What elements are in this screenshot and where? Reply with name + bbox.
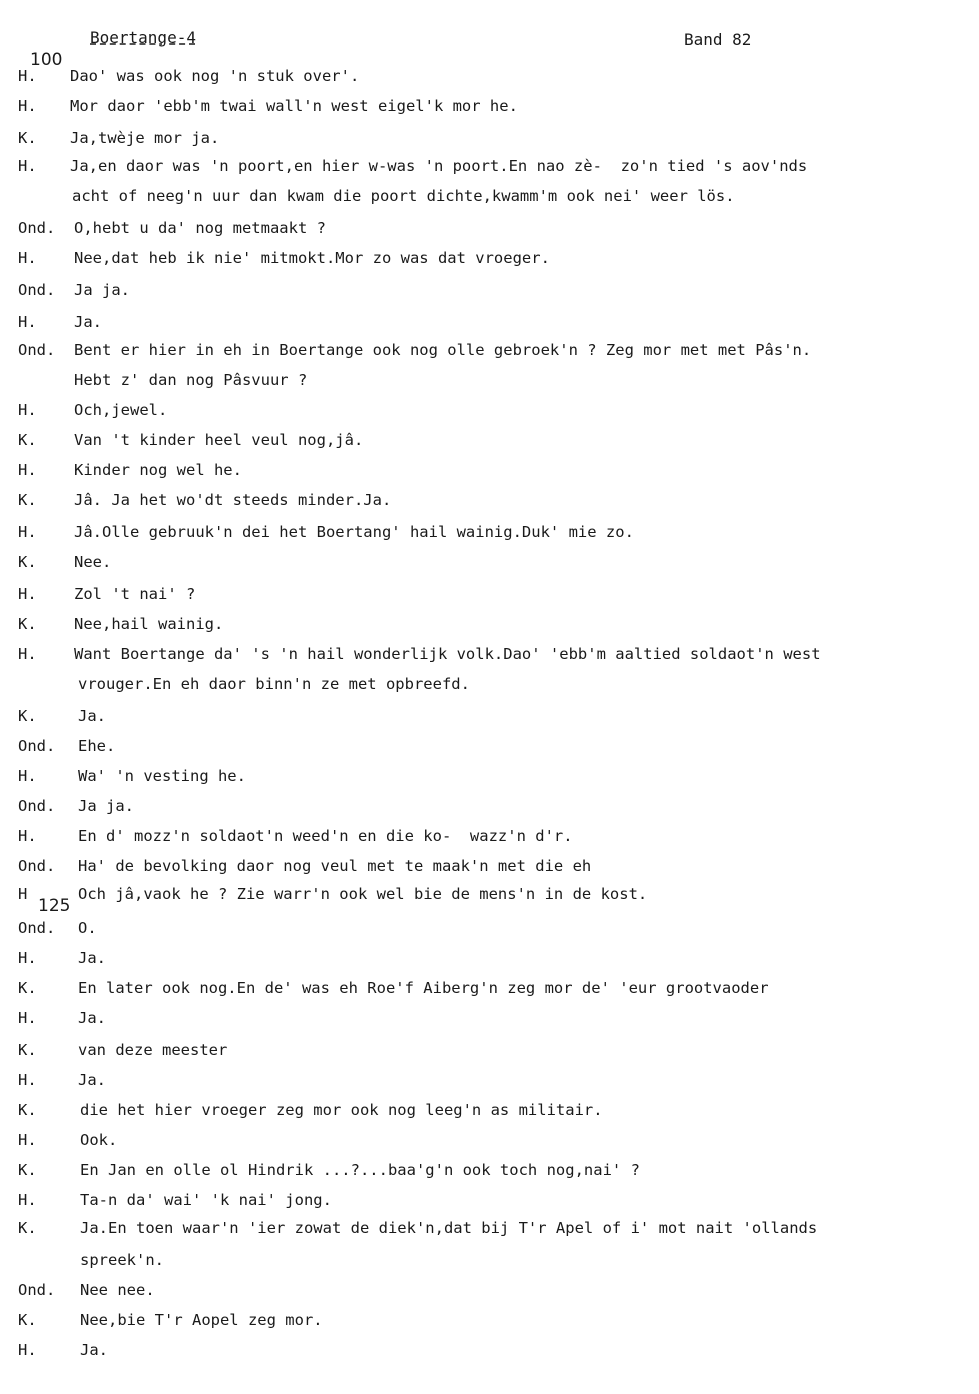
utterance-text: Nee nee. — [80, 1281, 155, 1299]
utterance-text: Dao' was ook nog 'n stuk over'. — [70, 67, 360, 85]
speaker-label: H. — [18, 1131, 37, 1149]
transcript-line — [0, 1280, 979, 1304]
utterance-text: Och jâ,vaok he ? Zie warr'n ook wel bie de mens'n in de kost. — [78, 885, 648, 903]
speaker-label: H. — [18, 313, 37, 331]
transcript-line — [0, 186, 979, 210]
transcript-line — [0, 522, 979, 546]
utterance-text: Ook. — [80, 1131, 118, 1149]
speaker-label: H. — [18, 645, 37, 663]
speaker-label: K. — [18, 553, 37, 571]
utterance-text: Bent er hier in eh in Boertange ook nog olle gebroek'n ? Zeg mor met met Pâs'n. — [74, 341, 812, 359]
utterance-text: O,hebt u da' nog metmaakt ? — [74, 219, 326, 237]
speaker-label: H. — [18, 461, 37, 479]
speaker-label: K. — [18, 1219, 37, 1237]
transcript-line — [0, 66, 979, 90]
speaker-label: H. — [18, 1071, 37, 1089]
speaker-label: K. — [18, 1311, 37, 1329]
utterance-text: Ja. — [78, 949, 106, 967]
transcript-line — [0, 312, 979, 336]
speaker-label: H. — [18, 523, 37, 541]
transcript-line — [0, 918, 979, 942]
utterance-text: Mor daor 'ebb'm twai wall'n west eigel'k mor he. — [70, 97, 518, 115]
transcript-line — [0, 218, 979, 242]
speaker-label: H. — [18, 1009, 37, 1027]
speaker-label: H. — [18, 157, 37, 175]
utterance-text: Ja. — [80, 1341, 108, 1359]
utterance-text: die het hier vroeger zeg mor ook nog leeg'n as militair. — [80, 1101, 603, 1119]
utterance-text: Kinder nog wel he. — [74, 461, 242, 479]
transcript-line — [0, 1340, 979, 1364]
utterance-text: Ja. — [78, 707, 106, 725]
margin-note: 125 — [38, 896, 71, 916]
speaker-label: Ond. — [18, 857, 56, 875]
transcript-line — [0, 1100, 979, 1124]
transcript-line — [0, 1130, 979, 1154]
speaker-label: H. — [18, 1191, 37, 1209]
transcript-line — [0, 1218, 979, 1242]
transcript-line — [0, 128, 979, 152]
transcript-line — [0, 584, 979, 608]
transcript-line — [0, 644, 979, 668]
utterance-text: Nee,dat heb ik nie' mitmokt.Mor zo was dat vroeger. — [74, 249, 550, 267]
utterance-text: O. — [78, 919, 97, 937]
transcript-line — [0, 706, 979, 730]
speaker-label: K. — [18, 431, 37, 449]
transcript-line — [0, 400, 979, 424]
speaker-label: K. — [18, 707, 37, 725]
transcript-line — [0, 1040, 979, 1064]
band-label: Band 82 — [684, 30, 752, 49]
transcript-line — [0, 796, 979, 820]
utterance-text: Ja. — [78, 1071, 106, 1089]
transcript-line — [0, 1250, 979, 1274]
speaker-label: H. — [18, 585, 37, 603]
utterance-text: Nee,hail wainig. — [74, 615, 224, 633]
speaker-label: H. — [18, 97, 37, 115]
transcript-line — [0, 248, 979, 272]
utterance-text: Ta-n da' wai' 'k nai' jong. — [80, 1191, 332, 1209]
utterance-text: Jâ. Ja het wo'dt steeds minder.Ja. — [74, 491, 392, 509]
utterance-text: Wa' 'n vesting he. — [78, 767, 246, 785]
transcript-line — [0, 156, 979, 180]
speaker-label: K. — [18, 979, 37, 997]
transcript-line — [0, 766, 979, 790]
utterance-text: van deze meester — [78, 1041, 228, 1059]
utterance-text: Want Boertange da' 's 'n hail wonderlijk volk.Dao' 'ebb'm aaltied soldaot'n west — [74, 645, 821, 663]
document-title: Boertange-4 — [90, 28, 196, 47]
utterance-text: Ja,en daor was 'n poort,en hier w-was 'n poort.En nao zè- zo'n tied 's aov'nds — [70, 157, 808, 175]
transcript-line — [0, 614, 979, 638]
speaker-label: K. — [18, 1101, 37, 1119]
speaker-label: H. — [18, 401, 37, 419]
utterance-text: En d' mozz'n soldaot'n weed'n en die ko- wazz'n d'r. — [78, 827, 573, 845]
speaker-label: H. — [18, 249, 37, 267]
transcript-line — [0, 674, 979, 698]
speaker-label: H. — [18, 67, 37, 85]
utterance-text: Ehe. — [78, 737, 116, 755]
speaker-label: Ond. — [18, 341, 56, 359]
speaker-label: Ond. — [18, 797, 56, 815]
utterance-text: En Jan en olle ol Hindrik ...?...baa'g'n ook toch nog,nai' ? — [80, 1161, 640, 1179]
utterance-text: Ha' de bevolking daor nog veul met te maak'n met die eh — [78, 857, 592, 875]
speaker-label: H. — [18, 827, 37, 845]
speaker-label: K. — [18, 1161, 37, 1179]
utterance-text: Nee. — [74, 553, 112, 571]
transcript-line — [0, 1160, 979, 1184]
utterance-text: Zol 't nai' ? — [74, 585, 196, 603]
utterance-text: Ja.En toen waar'n 'ier zowat de diek'n,dat bij T'r Apel of i' mot nait 'ollands — [80, 1219, 818, 1237]
transcript-line — [0, 370, 979, 394]
transcript-line — [0, 490, 979, 514]
speaker-label: Ond. — [18, 219, 56, 237]
transcript-line — [0, 856, 979, 880]
speaker-label: Ond. — [18, 737, 56, 755]
speaker-label: H. — [18, 949, 37, 967]
transcript-line — [0, 826, 979, 850]
utterance-text: Ja ja. — [74, 281, 130, 299]
utterance-text: Och,jewel. — [74, 401, 168, 419]
utterance-text: Ja ja. — [78, 797, 134, 815]
transcript-line — [0, 948, 979, 972]
utterance-text: Hebt z' dan nog Pâsvuur ? — [74, 371, 308, 389]
transcript-line — [0, 96, 979, 120]
utterance-text: Jâ.Olle gebruuk'n dei het Boertang' hail wainig.Duk' mie zo. — [74, 523, 634, 541]
speaker-label: K. — [18, 615, 37, 633]
speaker-label: K. — [18, 491, 37, 509]
utterance-text: Van 't kinder heel veul nog,jâ. — [74, 431, 364, 449]
utterance-text: acht of neeg'n uur dan kwam die poort dichte,kwamm'm ook nei' weer lös. — [72, 187, 735, 205]
page-number: 100 — [30, 50, 63, 70]
utterance-text: Ja. — [78, 1009, 106, 1027]
utterance-text: Ja. — [74, 313, 102, 331]
utterance-text: spreek'n. — [80, 1251, 164, 1269]
transcript-line — [0, 430, 979, 454]
transcript-line — [0, 1070, 979, 1094]
speaker-label: H — [18, 885, 28, 903]
utterance-text: Ja,twèje mor ja. — [70, 129, 220, 147]
transcript-line — [0, 736, 979, 760]
transcript-line — [0, 978, 979, 1002]
speaker-label: K. — [18, 1041, 37, 1059]
speaker-label: Ond. — [18, 1281, 56, 1299]
transcript-line — [0, 340, 979, 364]
speaker-label: Ond. — [18, 281, 56, 299]
speaker-label: Ond. — [18, 919, 56, 937]
utterance-text: Nee,bie T'r Aopel zeg mor. — [80, 1311, 323, 1329]
transcript-line — [0, 280, 979, 304]
utterance-text: En later ook nog.En de' was eh Roe'f Aiberg'n zeg mor de' 'eur grootvaoder — [78, 979, 769, 997]
transcript-line — [0, 1008, 979, 1032]
speaker-label: H. — [18, 767, 37, 785]
speaker-label: K. — [18, 129, 37, 147]
transcript-line — [0, 1310, 979, 1334]
speaker-label: H. — [18, 1341, 37, 1359]
transcript-line — [0, 1190, 979, 1214]
transcript-line — [0, 460, 979, 484]
transcript-line — [0, 884, 979, 908]
utterance-text: vrouger.En eh daor binn'n ze met opbreefd. — [78, 675, 470, 693]
transcript-line — [0, 552, 979, 576]
